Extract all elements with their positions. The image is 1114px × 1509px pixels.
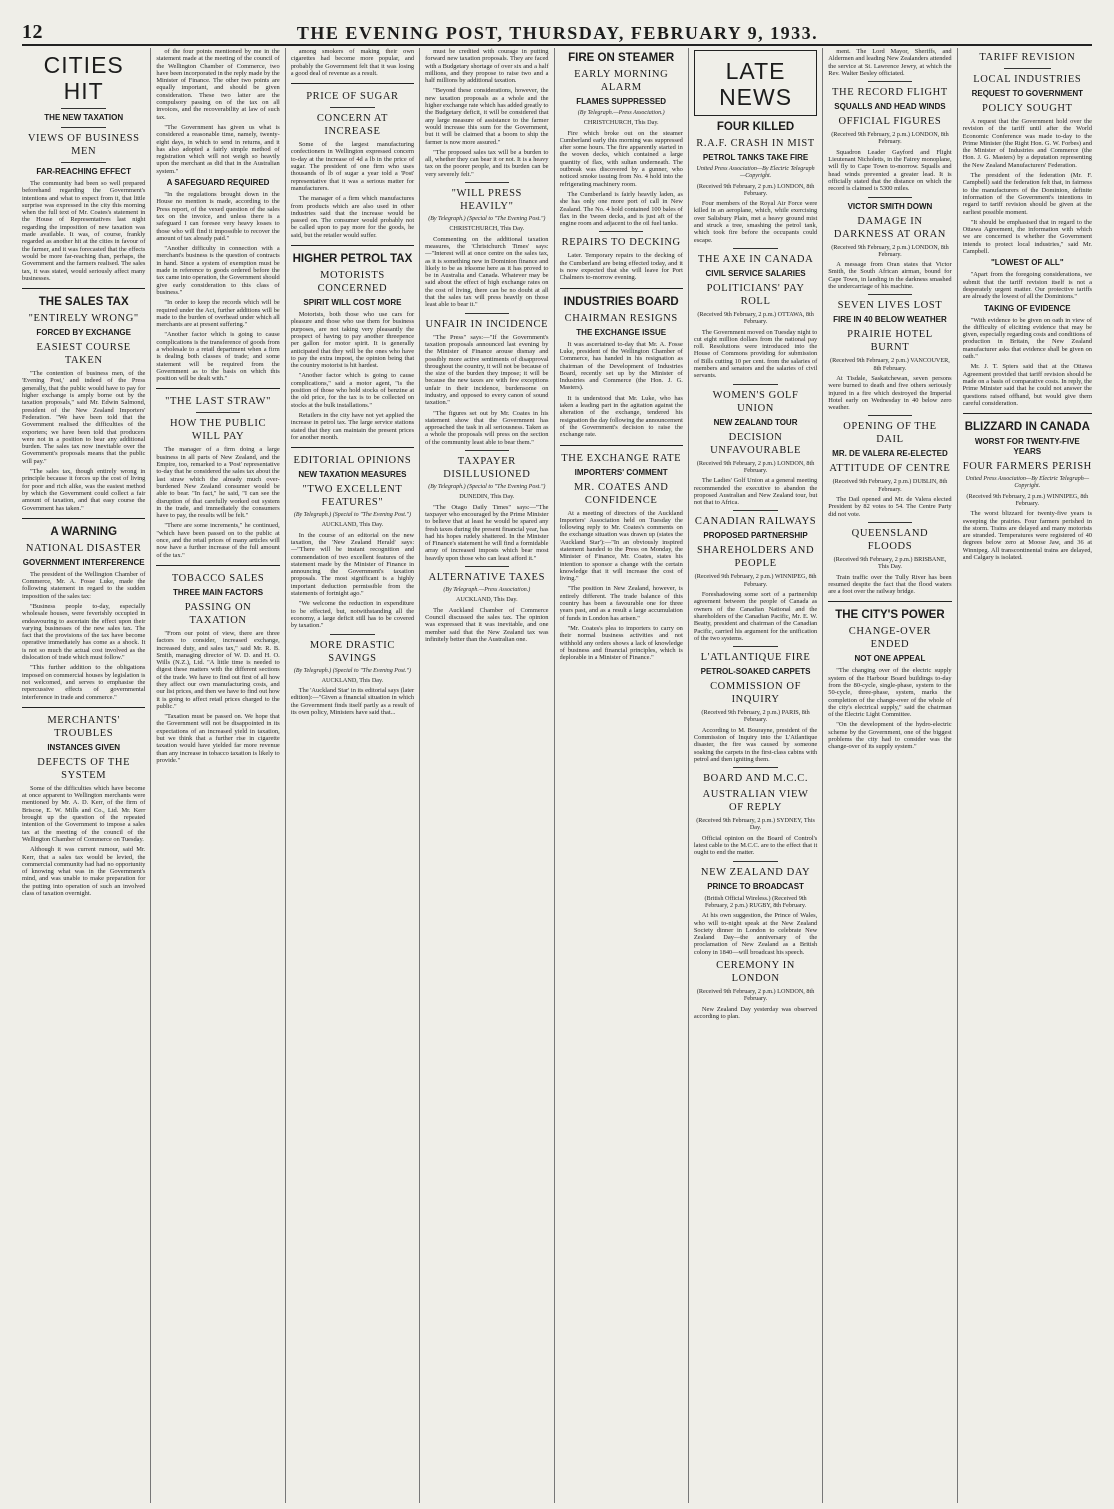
divider (733, 646, 777, 647)
dateline: (Received 9th February, 2 p.m.) LONDON, 8th February. (696, 988, 815, 1003)
section-rule (963, 413, 1092, 414)
subhead: "LOWEST OF ALL" (991, 258, 1064, 268)
article-paragraph: "From our point of view, there are three factors to consider, increased exchange, increased duty, and sales tax," said Mr. R. B. Smith, managing director of W. D. and H. O. Wills (N.Z.), Ltd. "A little time is needed to digest these matters with the different sections of the trade. We have to find out first of all how they affect our own manufacturing costs, and our list prices, and then we have to find out how it is going to affect retail prices charged to the public." (156, 629, 280, 710)
column-6 (694, 48, 823, 1503)
dateline: (Received 9th February, 2 p.m.) LONDON, 8th February. (831, 243, 949, 258)
column-3 (291, 48, 420, 1503)
subhead: PRAIRIE HOTEL BURNT (847, 329, 933, 354)
article-paragraph: "Another difficulty in connection with a merchant's business is the question of contracts in hand. Since a system of exemption must be made in reference to goods ordered before the tax came into operation, the Government should give early consideration to this class of business." (156, 245, 280, 296)
divider (868, 415, 912, 416)
dateline: (Received 9th February, 2 p.m.) BRISBANE, This Day. (833, 555, 947, 571)
dateline: (Received 9th February, 2 p.m.) OTTAWA, 8th February. (697, 310, 814, 326)
column-2 (156, 48, 285, 1503)
article-paragraph: "With evidence to be given on oath in view of the difficulty of eliciting evidence that may be given, especially regarding costs and conditions of production in Britain, the New Zealand manufacturer asks that evidence shall be given on oath." (962, 316, 1092, 361)
headline-sugar: PRICE OF SUGAR (306, 91, 399, 103)
subhead: MORE DRASTIC SAVINGS (309, 639, 395, 664)
subhead: "TWO EXCELLENT FEATURES" (302, 484, 403, 509)
article-paragraph: Some of the difficulties which have become at once apparent to Wellington merchants were mentioned by Mr. A. D. Kerr, of the firm of Briscoe, E. W. Mills and Co., Ltd. Mr. Kerr brought up the question of the repeated intention of the Government to impose a sales tax at the meeting of the council of the Wellington Chamber of Commerce on Tuesday. (22, 784, 146, 843)
article-paragraph: "Business people to-day, especially wholesale houses, were feverishly occupied in endeavouring to ascertain the effect upon their varying businesses of the new sales tax. The fact that the provisions of the tax have become operative immediately has come as a shock. It is not so much the actual cost involved as the dislocation of trade which must follow." (22, 602, 146, 662)
subhead: SPIRIT WILL COST MORE (303, 298, 402, 308)
headline-tariff-revision: TARIFF REVISION (979, 52, 1076, 63)
byline: United Press Association—By Electric Telegraph—Copyright. (965, 476, 1090, 490)
article-paragraph: The manager of a firm which manufactures from products which are also used in other industries said that the increase would be passed on. The consumer would probably not be called upon to pay more for the goods, he said, but the retailer would suffer. (290, 195, 415, 239)
column-4 (425, 48, 554, 1503)
dateline: AUCKLAND, This Day. (321, 676, 384, 684)
subhead: CEREMONY IN LONDON (716, 960, 795, 985)
subhead: INSTANCES GIVEN (47, 742, 121, 752)
subhead: CANADIAN RAILWAYS (694, 516, 817, 528)
subhead: TAXPAYER DISILLUSIONED (443, 456, 531, 481)
column-8 (963, 48, 1092, 1503)
divider (330, 634, 374, 635)
dateline: CHRISTCHURCH, This Day. (583, 119, 659, 127)
headline-cities-hit: CITIES HIT (43, 52, 124, 104)
article-paragraph: "In the regulations brought down in the House no mention is made, according to the Press report, of the vexed question of the sales tax on the invoice, and unless there is a safeguard I can foresee very heavy losses to those who will find it impossible to recover the amount of tax already paid." (156, 191, 280, 242)
subhead: MR. COATES AND CONFIDENCE (573, 481, 669, 506)
subhead: EASIEST COURSE TAKEN (36, 342, 131, 367)
article-paragraph: Foreshadowing some sort of a partnership agreement between the people of Canada as owners of the Canadian National and the shareholders of the Canadian Pacific, Mr. E. W. Beatty, president and chairman of the Canadian Pacific, carried his argument for the unification of the two systems. (693, 591, 818, 642)
headline-exchange-rate: THE EXCHANGE RATE (561, 452, 682, 464)
article-paragraph: ment. The Lord Mayor, Sheriffs, and Aldermen and leading New Zealanders attended the service at St. Lawrence Jewry, at which the Rev. Walter Besley officiated. (828, 48, 952, 77)
article-paragraph: Some of the largest manufacturing confectioners in Wellington expressed concern to-day at the increase of 4d a lb in the price of sugar. The president of one firm who uses thousands of lb of sugar a year told a 'Post' representative that it was a serious matter for manufacturers. (290, 141, 415, 192)
column-5 (560, 48, 689, 1503)
dateline: DUNEDIN, This Day. (459, 493, 515, 501)
subhead: REQUEST TO GOVERNMENT (971, 89, 1084, 98)
headline-industries-board: INDUSTRIES BOARD (563, 295, 679, 308)
subhead: PETROL TANKS TAKE FIRE (702, 153, 809, 162)
article-paragraph: Squadron Leader Gayford and Flight Lieutenant Nicholetts, in the Fairey monoplane, will fly to Cape Town to-morrow. Squalls and head winds prevented a greater lead. It is officially stated that the distance on which the record is claimed is 5300 miles. (828, 148, 952, 193)
divider (733, 248, 777, 249)
article-paragraph: At a meeting of directors of the Auckland Importers' Association held on Tuesday the following reply to Mr. Coates's comments on the exchange situation was drawn up (states the 'Auckland Star'):—"In an obviously inspired statement handed to the Press on Monday, the Minister of Finance, Mr. Coates, states his intention to sponsor a change with the certain knowledge that it will increase the cost of living." (559, 509, 683, 583)
subhead: PASSING ON TAXATION (184, 601, 252, 626)
article-paragraph: "The Press" says:—"If the Government's taxation proposals announced last evening by the Minister of Finance arouse dismay and possibly more active sentiments of disapproval throughout the country, it will not be because of the size of the burden they impose; it will be because the new taxes are with few exceptions unfair in their incidence, burdensome on industry, and opposed to every canon of sound taxation." (425, 333, 549, 407)
article-paragraph: among smokers of making their own cigarettes had become more popular, and probably the Government felt that it was losing a good deal of revenue as a result. (290, 48, 415, 77)
article-paragraph: "It should be emphasised that in regard to the Ottawa Agreement, the information with which we are concerned is whether the Government intends to protect local industries," said Mr. Campbell. (962, 218, 1092, 256)
subhead: EARLY MORNING ALARM (574, 69, 669, 93)
article-paragraph: "The contention of business men, of the 'Evening Post,' and indeed of the Press generally, that the public would have to pay for higher exchange is amply borne out by the taxation proposals," said Mr. Edwin Salmond, president of the New Zealand Importers' Federation. "We have been told that the Government realised the difficulties of the exporters; we have been told that producers were not in a position to bear any additional burden. The sales tax now inevitable over the Government's proposals means that the public will pay." (22, 370, 146, 465)
article-paragraph: New Zealand Day yesterday was observed according to plan. (693, 1005, 818, 1020)
article-paragraph: "The Government has given us what is considered a reasonable time, namely, twenty-eight days, in which to send in returns, and it has also adopted a fairly simple method of registration which will not weigh so heavily upon the merchant as did that in the Australian system." (156, 123, 280, 175)
subhead: IMPORTERS' COMMENT (574, 467, 668, 477)
article-paragraph: The Government moved on Tuesday night to cut eight million dollars from the national pay roll. Resolutions were introduced into the House of Commons providing for submission of Bills cutting 10 per cent. from the salaries of members and senators and the salaries of civil servants. (693, 328, 818, 380)
subhead: DAMAGE IN DARKNESS AT ORAN (833, 215, 946, 240)
section-rule (560, 445, 683, 446)
subhead: UNFAIR IN INCIDENCE (425, 318, 549, 330)
article-paragraph: "There are some increments," he continued, "which have been passed on to the public at once, and the retail prices of many articles will now have a further increase of the full amount of the tax." (156, 522, 280, 559)
headline-editorial: EDITORIAL OPINIONS (293, 455, 412, 467)
article-paragraph: The manager of a firm doing a large business in all parts of New Zealand, and the Empire, too, remarked to a 'Post' representative to-day that he considered the sales tax about the last straw which the already much over-burdened New Zealand consumer would be able to bear. "In fact," he said, "I can see the disruption of that carefully worked out system in the trade, and immediately the consumers have to pay, the results will be felt." (156, 446, 280, 520)
article-paragraph: "Mr. Coates's plea to importers to carry on their normal business activities and not withhold any orders shows a lack of knowledge of business and financial principles, which is deplorable in a Minister of Finance." (559, 624, 683, 662)
subhead: NEW TAXATION MEASURES (298, 470, 407, 480)
headline-petrol: HIGHER PETROL TAX (292, 253, 413, 266)
subhead: WOMEN'S GOLF UNION (712, 389, 799, 414)
divider (868, 197, 912, 198)
article-paragraph: The community had been so well prepared beforehand regarding the Government's intentions and what to expect from it, that little surprise was expressed in the city this morning when the full text of Mr. Coates's statement in the House of Representatives last night regarding the imposition of new taxation was made available. It was, of course, frankly regarded as another hit at the cities in favour of the farmer, and it was forecasted that the effects would be more far-reaching than, perhaps, the Government and the farmers realised. The sales tax, it was stated, would seriously affect many businesses. (22, 180, 146, 282)
headline-merchants: MERCHANTS' TROUBLES (47, 714, 121, 739)
article-paragraph: Later. Temporary repairs to the decking of the Cumberland are being effected today, and it is now expected that she will leave for Port Chalmers to-morrow evening. (559, 252, 683, 282)
subhead: GOVERNMENT INTERFERENCE (22, 557, 145, 567)
headline-fire-steamer: FIRE ON STEAMER (568, 52, 675, 64)
divider (61, 127, 105, 128)
late-news-box (694, 50, 817, 116)
column-1 (22, 48, 151, 1503)
section-rule (291, 245, 414, 246)
subhead: WORST FOR TWENTY-FIVE YEARS (974, 437, 1080, 457)
article-paragraph: It was ascertained to-day that Mr. A. Fosse Luke, president of the Wellington Chamber of Commerce, has handed in his resignation as chairman of the Development of Industries Board, recently set up by the Minister of Industries and Commerce (the Hon. J. G. Masters). (559, 340, 683, 392)
article-paragraph: The 'Auckland Star' in its editorial says (later edition):—"Given a financial situation in which the Government finds itself partly as a result of its own policy, Ministers have said that... (290, 687, 415, 717)
subhead: NEW ZEALAND DAY (700, 866, 811, 878)
subhead: MR. DE VALERA RE-ELECTED (832, 449, 948, 459)
divider (61, 108, 105, 109)
section-rule (22, 707, 145, 708)
subhead: THREE MAIN FACTORS (173, 587, 264, 597)
article-paragraph: Four members of the Royal Air Force were killed in an aeroplane, which, while exercising over Salisbury Plain, met a heavy ground mist and struck a tree, smashing the petrol tank, which took fire before the occupants could escape. (693, 200, 818, 244)
subhead: VICTOR SMITH DOWN (847, 201, 933, 211)
subhead: COMMISSION OF INQUIRY (710, 681, 802, 706)
divider (465, 450, 509, 451)
subhead: CIVIL SERVICE SALARIES (705, 268, 806, 278)
article-paragraph: Retailers in the city have not yet applied the increase in petrol tax. The large service stations stated that they can maintain the present prices for another month. (290, 411, 415, 441)
headline-citys-power: THE CITY'S POWER (835, 609, 945, 622)
subhead: PROPOSED PARTNERSHIP (703, 531, 808, 541)
article-paragraph: The Auckland Chamber of Commerce Council discussed the sales tax. The opinion was expressed that it was inevitable, and one member said that the New Zealand tax was infinitely better than the Australian one. (425, 606, 549, 643)
headline-last-straw: "THE LAST STRAW" (165, 396, 271, 408)
dateline: (Received 9th February, 2 p.m.) LONDON, 8th February. (831, 131, 949, 146)
article-paragraph: "The figures set out by Mr. Coates in his statement show that the Government has approached the task in all seriousness. Taken as a whole the proposals will press on the section of the community least able to bear them." (425, 409, 549, 446)
divider (196, 412, 240, 413)
headline-late-news: LATE NEWS (719, 58, 793, 110)
subhead: DECISION UNFAVOURABLE (710, 431, 801, 456)
article-paragraph: Fire which broke out on the steamer Cumberland early this morning was suppressed after some hours. The fire apparently started in the woven decks, which contained a large quantity of flax, with sultan underneath. The outbreak was discovered by a gunner, who noticed smoke issuing from No. 4 hold into the refrigerating machinery room. (559, 129, 683, 188)
subhead: TAKING OF EVIDENCE (984, 303, 1071, 313)
section-rule (291, 83, 414, 84)
article-paragraph: "The proposed sales tax will be a burden to all, whether they can bear it or not. It is a heavy tax on the poorer people, and its burden can be very severely felt." (425, 148, 549, 178)
article-paragraph: The Dail opened and Mr. de Valera elected President by 82 votes to 54. The Centre Party did not vote. (828, 496, 952, 518)
dateline: (Received 9th February, 2 p.m.) LONDON, 8th February. (696, 182, 815, 197)
dateline: CHRISTCHURCH, This Day. (449, 225, 525, 233)
article-paragraph: The Cumberland is fairly heavily laden, as she has only one more port of call in New Zealand. The No. 4 hold contained 100 bales of flax in the 'tween decks, and is just aft of the engine room and adjacent to the oil fuel tanks. (559, 190, 683, 228)
headline-blizzard: BLIZZARD IN CANADA (964, 421, 1090, 434)
article-paragraph: must be credited with courage in putting forward new taxation proposals. They are faced with a Budgetary shortage of over six and a half millions, and they propose to raise two and a half millions by additional taxation. (425, 48, 549, 85)
subhead: OPENING OF THE DAIL (843, 421, 937, 446)
dateline: AUCKLAND, This Day. (321, 521, 384, 529)
divider (733, 510, 777, 511)
subhead: NEW ZEALAND TOUR (713, 417, 798, 427)
subhead: DEFECTS OF THE SYSTEM (37, 756, 131, 781)
subhead: POLITICIANS' PAY ROLL (706, 282, 805, 307)
article-paragraph: "The changing over of the electric supply system of the Harbour Board buildings to-day from the 80-cycle, single-phase, system to the 50-cycle, three-phase, system, marks the completion of the change-over of the whole of the city's electrical supply," said the chairman of the Electric Light Committee. (828, 667, 952, 719)
dateline: (Received 9th February, 2 p.m.) SYDNEY, This Day. (696, 817, 815, 832)
article-paragraph: Although it was current rumour, said Mr. Kerr, that a sales tax would be levied, the commercial community had had no opportunity of knowing what was in the Government's mind, and was unable to make preparation for the putting into operation of such an involved class of taxation overnight. (22, 846, 146, 897)
subhead: ALTERNATIVE TAXES (428, 572, 546, 584)
column-7 (828, 48, 957, 1503)
byline: (By Telegraph.) (Special to "The Evening Post.") (293, 667, 411, 674)
article-paragraph: "On the development of the hydro-electric scheme by the Government, one of the biggest problems the city had to consider was the change-over of its supply system." (828, 721, 952, 751)
divider (733, 384, 777, 385)
subhead: A SAFEGUARD REQUIRED (166, 178, 270, 188)
article-paragraph: The worst blizzard for twenty-five years is sweeping the prairies. Four farmers perished in the storm. Trains are delayed and many motorists are stranded. Temperatures were registered of 40 degrees below zero at Moose Jaw, and 36 at Winnipeg. All transcontinental trains are delayed, and Calgary is isolated. (962, 510, 1092, 562)
dateline: (Received 9th February, 2 p.m.) DUBLIN, 8th February. (832, 478, 948, 493)
subhead: FLAMES SUPPRESSED (576, 97, 667, 106)
byline: (By Telegraph.) (Special to "The Evening Post.") (428, 484, 546, 491)
divider (330, 107, 374, 108)
subhead: R.A.F. CRASH IN MIST (696, 138, 815, 149)
article-paragraph: "In order to keep the records which will be required under the Act, further additions will be made to the burden of overhead under which all merchants are at present suffering." (156, 299, 280, 329)
dateline: (Received 9th February, 2 p.m.) VANCOUVER, 8th February. (830, 357, 950, 372)
subhead: NOT ONE APPEAL (854, 654, 926, 664)
subhead: L'ATLANTIQUE FIRE (700, 652, 811, 664)
article-paragraph: The president of the federation (Mr. F. Campbell) said the federation felt that, in fairness to the manufacturers of the Dominion, definite information of the Government's intentions in regard to tariff revision should be given at the earliest possible moment. (962, 172, 1092, 216)
dateline: (Received 9th February, 2 p.m.) WINNIPEG, 8th February. (694, 573, 817, 588)
article-paragraph: Mr. J. T. Spiers said that at the Ottawa Agreement provided that tariff revision should be made on a basis of comparative costs. In reply, the Prime Minister said that he could not answer the questions raised offhand, but would give them careful consideration. (962, 363, 1092, 407)
article-paragraph: "Another factor which is going to cause complications," said a motor agent, "is the position of those who hold stocks of benzine at the old price, for the tax is to be collected on stocks at the bulk installations." (290, 372, 415, 409)
section-rule (156, 388, 279, 389)
article-paragraph: At Tisdale, Saskatchewan, seven persons were burned to death and five others seriously injured in a fire which destroyed the Imperial Hotel early on Wednesday in 40 below zero weather. (828, 374, 952, 412)
headline-sales-tax: THE SALES TAX (38, 296, 129, 309)
byline: (By Telegraph.—Press Association.) (443, 587, 531, 594)
subhead: QUEENSLAND FLOODS (851, 527, 929, 552)
subhead: VIEWS OF BUSINESS MEN (27, 133, 140, 157)
article-paragraph: A request that the Government hold over the revision of the tariff until after the World Economic Conference was made to-day to the Prime Minister (the Right Hon. G. W. Forbes) and the Minister of Industries and Commerce (the Hon. J. G. Masters) by a deputation representing the New Zealand Manufacturers' Federation. (962, 118, 1092, 169)
dateline: (Received 9th February, 2 p.m.) LONDON, 8th February. (696, 459, 815, 474)
article-paragraph: Commenting on the additional taxation measures, the 'Christchurch Times' says:—"Interest will at once centre on the sales tax, as it is something new in Dominion finance and likely to be as irksome here as it has proved to be in Australia and Canada. Whatever may be said about the effect of high exchange rates on the cost of living, there can be no doubt at all that the sales tax will press heavily on those least able to bear it." (425, 235, 549, 309)
subhead: CHANGE-OVER ENDED (848, 626, 932, 651)
subhead: PRINCE TO BROADCAST (707, 881, 804, 891)
article-paragraph: "Beyond these considerations, however, the new taxation proposals as a whole and the higher exchange rate which has added greatly to the Budgetary deficit, it will be considered that any large measure of assistance to the farmer would increase this sum for the Government, but it will be claimed that a boom to ship the farmer is now more assured." (425, 87, 549, 146)
byline: United Press Association—By Electric Telegraph—Copyright. (696, 166, 815, 180)
subhead: THE NEW TAXATION (44, 113, 124, 122)
subhead: FOUR FARMERS PERISH (962, 461, 1092, 473)
divider (733, 767, 777, 768)
subhead: NATIONAL DISASTER (25, 542, 142, 554)
subhead: PETROL-SOAKED CARPETS (700, 667, 811, 677)
divider (61, 162, 105, 163)
subhead: MOTORISTS CONCERNED (317, 270, 388, 295)
subhead: CHAIRMAN RESIGNS (564, 312, 678, 324)
section-rule (156, 565, 279, 566)
subhead: THE RECORD FLIGHT (832, 87, 948, 99)
article-paragraph: "The Otago Daily Times" says:—"The taxpayer who encouraged by the Prime Minister to believe that at least he would be spared any fresh taxes during the present financial year, has had his hopes rudely shattered. In the Minister of Finance's statement he will find a formidable array of increased imposts which bear most heavily upon those who can least afford it." (425, 503, 549, 562)
section-rule (291, 447, 414, 448)
subhead: CONCERN AT INCREASE (316, 113, 388, 138)
byline: (By Telegraph.) (Special to "The Evening Post.") (293, 512, 411, 519)
divider (868, 522, 912, 523)
byline: (By Telegraph.—Press Association.) (577, 110, 665, 116)
divider (1004, 68, 1051, 69)
dateline: (Received 9th February, 2 p.m.) PARIS, 8th February. (701, 709, 810, 724)
subhead: THE AXE IN CANADA (697, 253, 814, 265)
subhead: FORCED BY EXCHANGE (36, 328, 131, 338)
headline-tobacco: TOBACCO SALES (171, 572, 265, 584)
masthead (22, 14, 1092, 46)
divider (465, 182, 509, 183)
article-paragraph: In the course of an editorial on the new taxation, the 'New Zealand Herald' says:—"There will be instant recognition and commendation of two excellent features of the statement made by the Minister of Finance in announcing the Government's taxation proposals. The most significant is a highly important deduction permissible from the statements of fortnight ago." (290, 531, 415, 598)
dateline: (British Official Wireless.) (Received 9th February, 2 p.m.) RUGBY, 8th February. (704, 894, 807, 909)
article-paragraph: of the four points mentioned by me in the statement made at the meeting of the council of the Wellington Chamber of Commerce, two have been incorporated in the reply made by the Minister of Finance. The other two points are equally important, and should be given consideration. These two latter are the compulsory passing on of the tax on all invoices, and the recoverability at law of such tax. (156, 48, 280, 121)
newspaper-title: THE EVENING POST, THURSDAY, FEBRUARY 9, 1933. (296, 23, 819, 43)
subhead: POLICY SOUGHT (982, 103, 1073, 114)
article-paragraph: "Apart from the foregoing considerations, we submit that the tariff revision itself is not a desperately urgent matter. Our protective tariffs are already the lowest of all the Dominions." (962, 271, 1092, 301)
section-rule (828, 601, 951, 602)
subhead: "WILL PRESS HEAVILY" (451, 188, 522, 213)
subhead: HOW THE PUBLIC WILL PAY (170, 418, 267, 443)
article-paragraph: According to M. Bourayne, president of the Commission of Inquiry into the L'Atlantique disaster, the fire was caused by someone soaking the carpets in the first-class cabins with petrol and then igniting them. (693, 726, 818, 763)
subhead: OFFICIAL FIGURES (838, 116, 942, 128)
article-paragraph: "We welcome the reduction in expenditure to be effected, but, notwithstanding all the economy, a large deficit still has to be covered by taxation." (290, 600, 415, 630)
article-paragraph: Official opinion on the Board of Control's latest cable to the M.C.C. are to the effect that it ought to end the matter. (693, 834, 818, 857)
article-paragraph: "The position in New Zealand, however, is entirely different. The trade balance of this country has been a favourable one for three years past, and as a result a large accumulation of funds in London has arisen." (559, 585, 683, 622)
dateline: AUCKLAND, This Day. (455, 596, 518, 604)
divider (868, 81, 912, 82)
headline-warning: A WARNING (50, 525, 118, 538)
section-rule (560, 288, 683, 289)
subhead: BOARD AND M.C.C. (703, 773, 809, 785)
divider (733, 861, 777, 862)
article-paragraph: Train traffic over the Tully River has been resumed despite the fact that the flood waters are a foot over the railway bridge. (828, 573, 952, 596)
dateline: (Received 9th February, 2 p.m.) WINNIPEG, 8th February. (966, 492, 1089, 507)
divider (465, 566, 509, 567)
section-rule (22, 518, 145, 519)
subhead: FIRE IN 40 BELOW WEATHER (833, 315, 947, 325)
subhead: SHAREHOLDERS AND PEOPLE (696, 545, 815, 570)
article-paragraph: "Taxation must be passed on. We hope that the Government will not be disappointed in its expectations of an increased yield in taxation, but we think that a further rise in cigarette taxation would have yielded far more revenue than any increase in tobacco taxation is likely to provide." (156, 713, 280, 764)
subhead: SEVEN LIVES LOST (837, 300, 943, 312)
article-paragraph: "The sales tax, though entirely wrong in principle because it forces up the cost of living for poor and rich alike, was the easiest method by which the Government could collect a fair amount of taxation, and that easy course the Government has taken." (22, 468, 146, 512)
subhead: FAR-REACHING EFFECT (36, 167, 132, 176)
section-rule (22, 288, 145, 289)
article-paragraph: It is understood that Mr. Luke, who has taken a leading part in the agitation against the alteration of the exchange, tendered his resignation the day following the announcement of the Government's decision to raise the exchange rate. (559, 394, 683, 439)
page-number: 12 (22, 21, 43, 43)
divider (599, 231, 643, 232)
subhead: LOCAL INDUSTRIES (973, 74, 1082, 85)
article-paragraph: "This further addition to the obligations imposed on commercial houses by legislation is not welcomed, and serves to emphasise the repercussive effects of governmental interference in trade and commerce." (22, 664, 146, 701)
subhead: ATTITUDE OF CENTRE (829, 463, 951, 475)
columns (22, 48, 1092, 1503)
article-paragraph: The Ladies' Golf Union at a general meeting recommended the executive to abandon the proposed Australian and New Zealand tour, but not that to Africa. (693, 477, 818, 507)
subhead: THE EXCHANGE ISSUE (576, 327, 667, 337)
divider (868, 294, 912, 295)
article-paragraph: At his own suggestion, the Prince of Wales, who will to-night speak at the New Zealand Society dinner in London to celebrate New Zealand Day—the anniversary of the proclamation of New Zealand as a British colony in 1840—will broadcast his speech. (693, 912, 818, 956)
subhead: AUSTRALIAN VIEW OF REPLY (702, 789, 809, 814)
article-paragraph: Motorists, both those who use cars for pleasure and those who use them for business purposes, are not taking very pleasantly the prospect of having to pay another threepence per gallon for motor spirit. It is generally anticipated that they will be the ones who have to pay the extra impost, the opinion being that the country motorist is hit hardest. (290, 311, 415, 370)
subhead: REPAIRS TO DECKING (561, 237, 681, 249)
byline: (By Telegraph.) (Special to "The Evening Post.") (428, 216, 546, 223)
divider (465, 313, 509, 314)
article-paragraph: A message from Oran states that Victor Smith, the South African airman, bound for Cape Town, in landing in the darkness smashed the undercarriage of his machine. (828, 261, 952, 291)
article-paragraph: "Another factor which is going to cause complications is the transference of goods from a wholesale to a retail department when a firm is dealing both classes of trade; and some statement will be required from the Government as to the basis on which this position will be dealt with." (156, 331, 280, 383)
headline-four-killed: FOUR KILLED (716, 121, 795, 133)
subhead: SQUALLS AND HEAD WINDS (834, 102, 946, 112)
article-paragraph: The president of the Wellington Chamber of Commerce, Mr. A. Fosse Luke, made the following statement in regard to the sudden imposition of the sales tax: (22, 570, 146, 600)
subhead: "ENTIRELY WRONG" (28, 313, 139, 325)
